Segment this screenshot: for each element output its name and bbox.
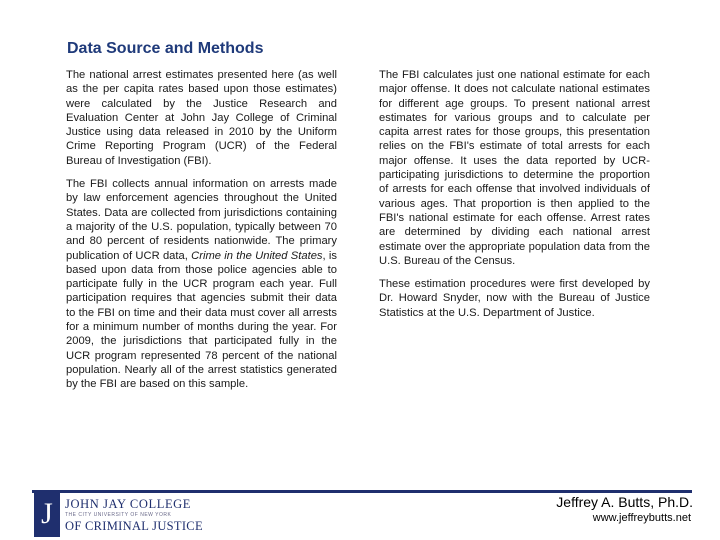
publication-title: Crime in the United States [191,249,323,262]
logo-emblem [34,493,60,537]
paragraph-text: , is based upon data from those police agencies able to participate fully in the UCR program each year. Full participation requires that agencies submit their data to the FBI on time and their data must cover all arrests for a minimum number of months during the year. For 2009, the jurisdictions that participated fully in the UCR program represented 78 percent of the national population. Nearly all of the arrest statistics generated by the FBI are based on this sample. [66,249,338,391]
logo-line-1: JOHN JAY COLLEGE [65,497,192,511]
college-logo [34,493,203,537]
paragraph: The national arrest estimates presented here (as well as the per capita rates based upon those estimates) were calculated by the Justice Research and Evaluation Center at John Jay College of Criminal Justice using data released in 2010 by the Uniform Crime Reporting Program (UCR) of the Federal Bureau of Investigation (FBI). [66,69,337,167]
website-url: www.jeffreybutts.net [592,512,691,524]
paragraph [66,177,337,391]
logo-line-2: THE CITY UNIVERSITY OF NEW YORK [65,512,172,518]
paragraph: The FBI calculates just one national estimate for each major offense. It does not calculate national estimates for different age groups. To present national arrest estimates for various groups and to calculate per capita arrest rates for those groups, this presentation relies on the FBI's estimate of total arrests for each major offense. It uses the data reported by UCR-participating jurisdictions to determine the proportion of arrests for each offense that involved individuals of various ages. That proportion is then applied to the FBI's national estimate for each offense. Arrest rates are determined by dividing each national arrest estimate over the appropriate population data from the U.S. Bureau of the Census. [379,69,650,267]
logo-letter: J [41,497,53,530]
paragraph-text: The FBI collects annual information on arrests made by law enforcement agencies throughout the United States. Data are collected from jurisdictions containing a majority of the U.S. population, typically between 70 and 80 percent of residents nationwide. The primary publication of UCR data, [66,178,337,262]
paragraph: These estimation procedures were first developed by Dr. Howard Snyder, now with the Bureau of Justice Statistics at the U.S. Department of Justice. [379,278,650,319]
left-column [66,68,337,401]
author-name: Jeffrey A. Butts, Ph.D. [556,494,693,510]
page-title: Data Source and Methods [67,40,264,57]
right-column [379,68,650,329]
logo-line-3: OF CRIMINAL JUSTICE [65,519,203,533]
